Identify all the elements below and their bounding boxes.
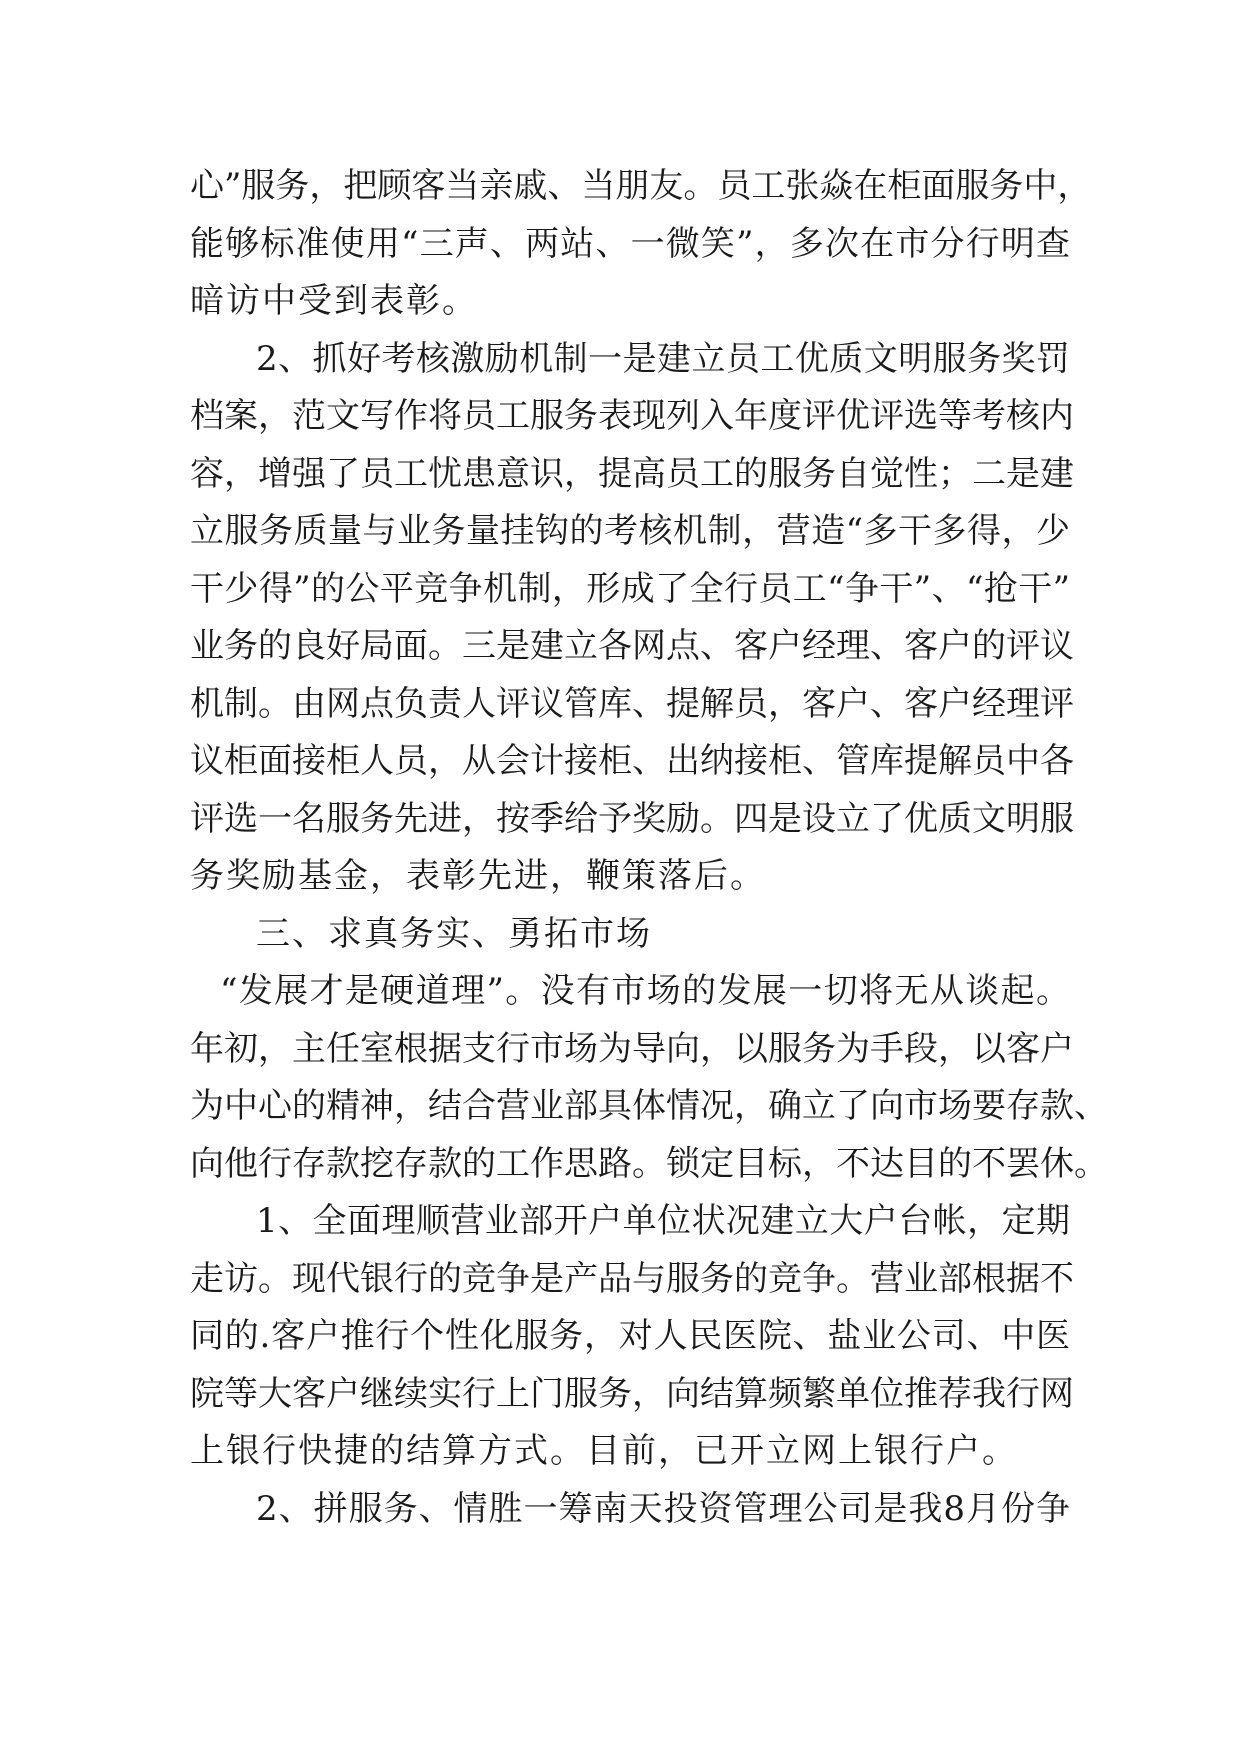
text-line: 评选一名服务先进，按季给予奖励。四是设立了优质文明服 (190, 798, 1074, 839)
text-line: 议柜面接柜人员，从会计接柜、出纳接柜、管库提解员中各 (190, 741, 1074, 781)
text-line: 心”服务，把顾客当亲戚、当朋友。员工张焱在柜面服务中， (190, 166, 1092, 206)
text-line: 走访。现代银行的竞争是产品与服务的竞争。营业部根据不 (190, 1258, 1074, 1299)
section-heading: 三、求真务实、勇拓市场 (256, 913, 652, 954)
text-line: 档案，范文写作将员工服务表现列入年度评优评选等考核内 (190, 396, 1074, 436)
text-line: 机制。由网点负责人评议管库、提解员，客户、客户经理评 (190, 683, 1074, 724)
text-line: 立服务质量与业务量挂钩的考核机制，营造“多干多得，少 (190, 511, 1070, 551)
text-line: 院等大客户继续实行上门服务，向结算频繁单位推荐我行网 (190, 1373, 1074, 1414)
text-line: 能够标准使用“三声、两站、一微笑”，多次在市分行明查 (190, 223, 1070, 264)
document-body (190, 158, 1108, 1538)
text-line: 容，增强了员工忧患意识，提高员工的服务自觉性；二是建 (190, 453, 1074, 494)
text-line: 上银行快捷的结算方式。目前，已开立网上银行户。 (190, 1431, 1018, 1471)
text-line: 暗访中受到表彰。 (190, 281, 478, 321)
text-line: 年初，主任室根据支行市场为导向，以服务为手段，以客户 (190, 1028, 1074, 1069)
text-line: 业务的良好局面。三是建立各网点、客户经理、客户的评议 (190, 626, 1074, 666)
paragraph-start-line: 1、全面理顺营业部开户单位状况建立大户台帐，定期 (256, 1201, 1070, 1241)
paragraph-start-line: “发展才是硬道理”。没有市场的发展一切将无从谈起。 (220, 971, 1070, 1011)
text-line: 干少得”的公平竞争机制，形成了全行员工“争干”、“抢干” (190, 568, 1070, 609)
text-line: 为中心的精神，结合营业部具体情况，确立了向市场要存款、 (190, 1086, 1108, 1126)
text-line: 向他行存款挖存款的工作思路。锁定目标，不达目的不罢休。 (190, 1143, 1108, 1184)
paragraph-start-line: 2、拼服务、情胜一筹南天投资管理公司是我8月份争 (256, 1488, 1070, 1529)
text-line: 同的.客户推行个性化服务，对人民医院、盐业公司、中医 (190, 1316, 1070, 1356)
text-line: 务奖励基金，表彰先进，鞭策落后。 (190, 856, 766, 896)
paragraph-start-line: 2、抓好考核激励机制一是建立员工优质文明服务奖罚 (256, 338, 1070, 379)
